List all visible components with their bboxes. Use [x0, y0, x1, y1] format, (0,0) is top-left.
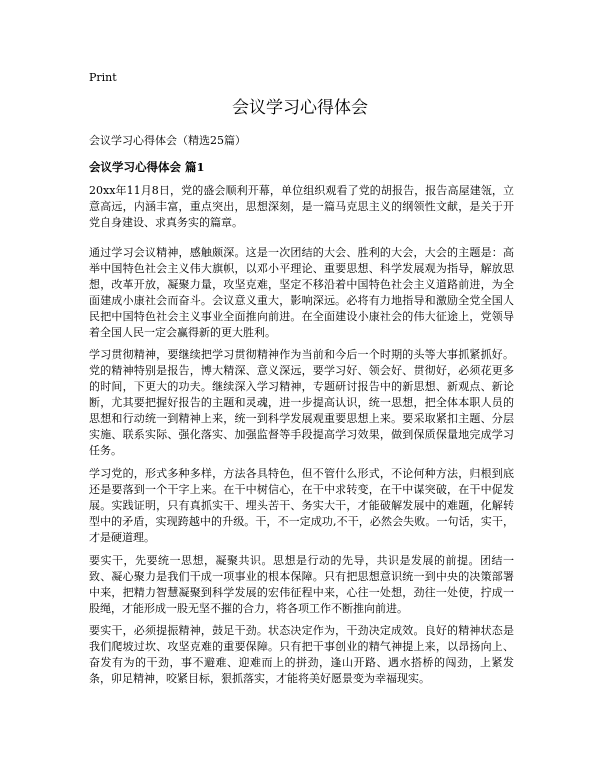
paragraph: 学习党的，形式多种多样，方法各具特色，但不管什么形式，不论何种方法，归根到底还是要落到一个干字上来。在干中树信心，在干中求转变，在干中谋突破，在干中促发展。实践证明，只有真抓实干、埋头苦干、务实大干，才能破解发展中的难题，化解转型中的矛盾，实现跨越中的升级。干，不一定成功,不干，必然会失败。一句话，实干，才是硬道理。 [89, 467, 514, 544]
paragraph: 20xx年11月8日，党的盛会顺利开幕，单位组织观看了党的胡报告，报告高屋建瓴，立意高远，内涵丰富，重点突出，思想深刻，是一篇马克思主义的纲领性文献，是关于开党自身建设、求真务实的篇章。 [89, 184, 514, 229]
print-link[interactable]: Print [89, 71, 117, 84]
page-title: 会议学习心得体会 [232, 98, 368, 118]
paragraph: 学习贯彻精神，要继续把学习贯彻精神作为当前和今后一个时期的头等大事抓紧抓好。党的精神特别是报告，博大精深、意义深远，要学习好、领会好、贯彻好，必须花更多的时间，下更大的功夫。继续深入学习精神，专题研讨报告中的新思想、新观点、新论断，尤其要把握好报告的主题和灵魂，进一步提高认识，统一思想，把全体本职人员的思想和行动统一到精神上来，统一到科学发展观重要思想上来。要采取紧扣主题、分层实施、联系实际、强化落实、加强监督等手段提高学习效果，做到保质保量地完成学习任务。 [89, 348, 514, 457]
paragraph: 通过学习会议精神，感触颇深。这是一次团结的大会、胜利的大会，大会的主题是：高举中国特色社会主义伟大旗帜，以邓小平理论、重要思想、科学发展观为指导，解放思想，改革开放，凝聚力量，攻坚克难，坚定不移沿着中国特色社会主义道路前进，为全面建成小康社会而奋斗。会议意义重大，影响深远。必将有力地指导和激励全党全国人民把中国特色社会主义事业全面推向前进。在全面建设小康社会的伟大征途上，党领导着全国人民一定会赢得新的更大胜利。 [89, 246, 514, 339]
paragraph: 要实干，必须提振精神，鼓足干劲。状态决定作为，干劲决定成效。良好的精神状态是我们爬坡过坎、攻坚克难的重要保障。只有把干事创业的精气神提上来，以昂扬向上、奋发有为的干劲，事不避难、迎难而上的拼劲，逢山开路、遇水搭桥的闯劲，上紧发条，卯足精神，咬紧目标，狠抓落实，才能将美好愿景变为幸福现实。 [89, 624, 514, 685]
section-heading: 会议学习心得体会 篇1 [89, 160, 205, 174]
paragraph: 要实干，先要统一思想，凝聚共识。思想是行动的先导，共识是发展的前提。团结一致、凝心聚力是我们干成一项事业的根本保障。只有把思想意识统一到中央的决策部署中来，把精力智慧凝聚到科学发展的宏伟征程中来，心往一处想，劲往一处使，拧成一股绳，才能形成一股无坚不摧的合力，将各项工作不断推向前进。 [89, 554, 514, 615]
subtitle: 会议学习心得体会（精选25篇） [89, 134, 246, 147]
